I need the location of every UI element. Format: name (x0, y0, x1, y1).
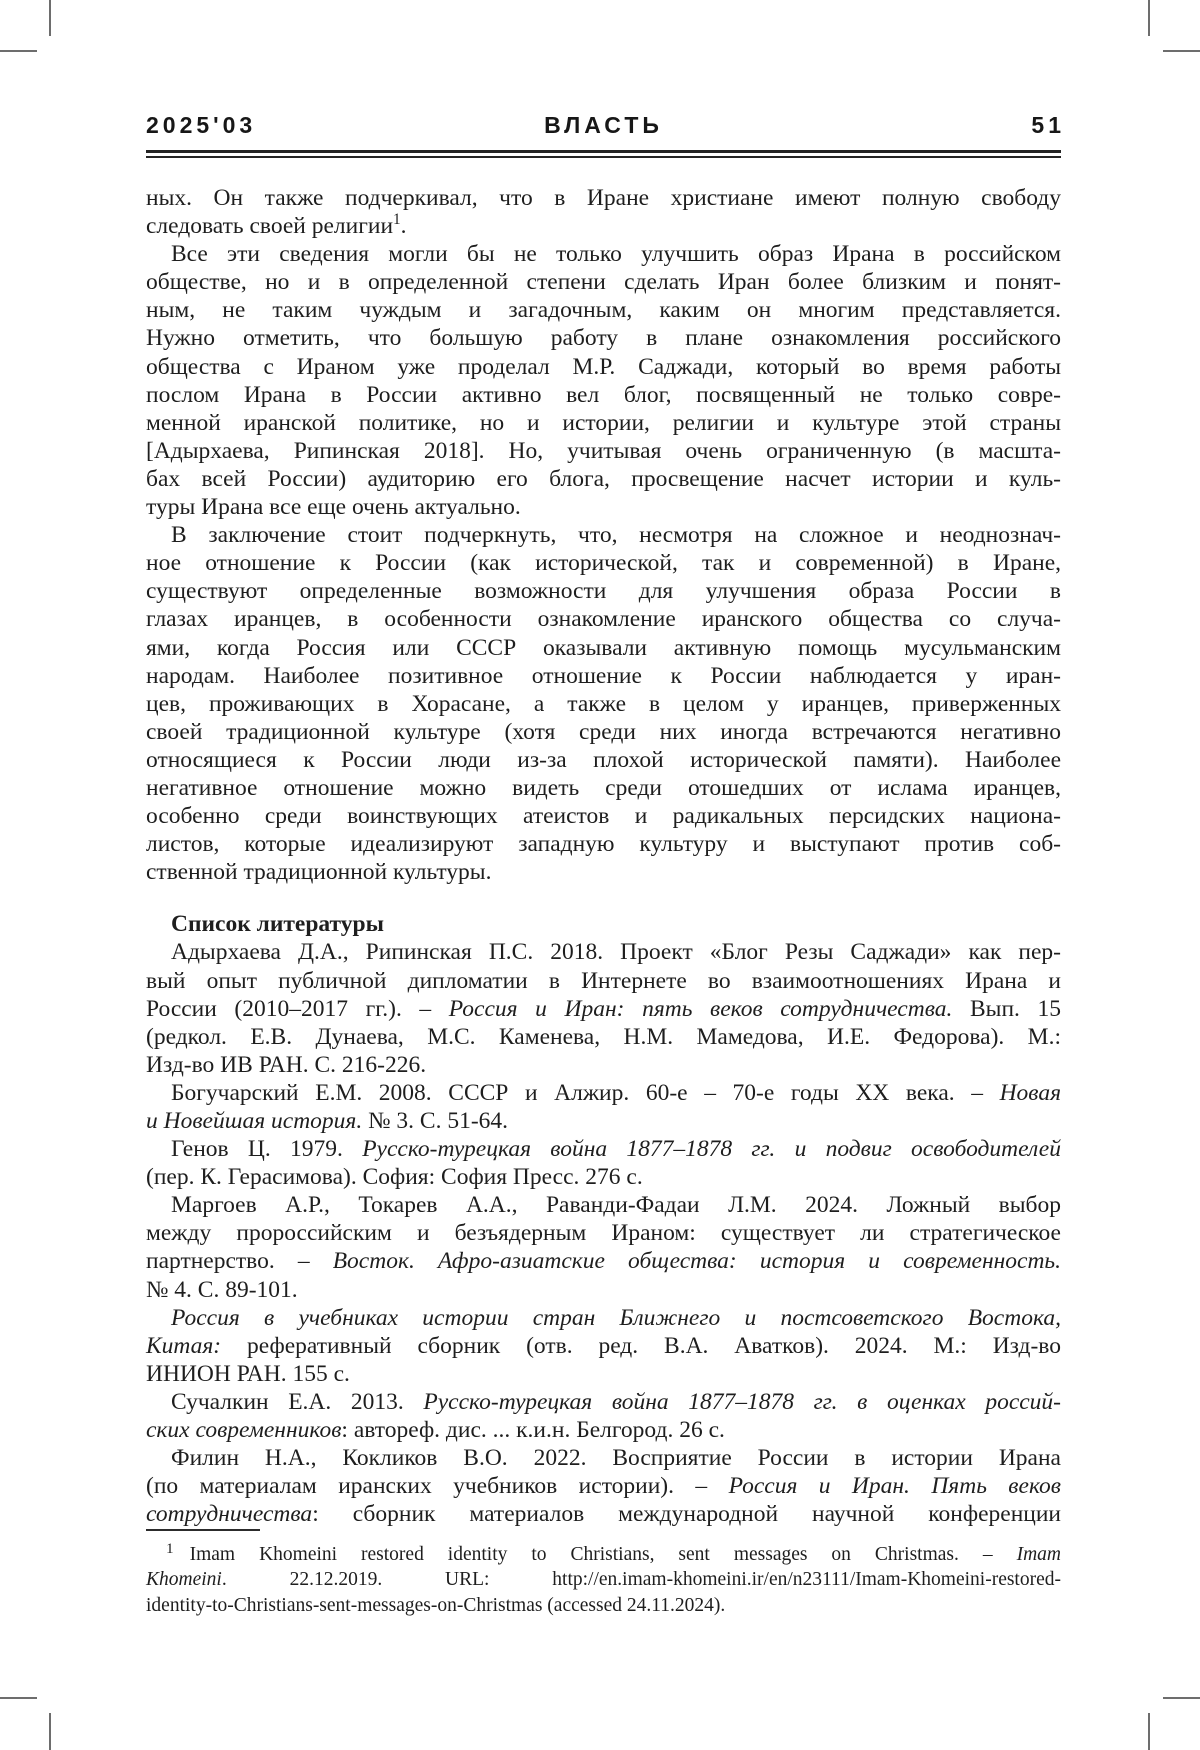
text-line: листов, которые идеализируют западную культуру и выступают против соб- (146, 831, 1061, 858)
crop-mark-top-left-vertical (49, 0, 51, 36)
text-line: следовать своей религии$^1$. (146, 211, 407, 240)
journal-title: ВЛАСТЬ (544, 112, 663, 138)
body-paragraph (146, 240, 1061, 521)
text-line: ное отношение к России (как исторической, так и современной) в Иране, (146, 550, 1061, 577)
text-line: цев, проживающих в Хорасане, а также в целом у иранцев, приверженных (146, 690, 1061, 717)
text-line: существуют определенные возможности для улучшения образа России в (146, 578, 1061, 605)
page-number: 51 (1031, 112, 1065, 138)
text-line: Генов Ц. 1979. Русско-турецкая война 1877–1878 гг. и подвиг освободителей (171, 1136, 1061, 1163)
crop-mark-bottom-right-horizontal (1163, 1697, 1200, 1699)
footnote-separator (146, 1529, 260, 1531)
text-line: послом Ирана в России активно вел блог, посвященный не только совре- (146, 381, 1061, 408)
text-line: бах всей России) аудиторию его блога, просвещение насчет истории и куль- (146, 465, 1061, 492)
text-line: Китая: реферативный сборник (отв. ред. В.А. Аватков). 2024. М.: Изд-во (146, 1332, 1061, 1359)
text-line: глазах иранцев, в особенности ознакомление иранского общества со случа- (146, 606, 1061, 633)
text-line: Khomeini. 22.12.2019. URL: http://en.imam-khomeini.ir/en/n23111/Imam-Khomeini-restored- (146, 1569, 1061, 1591)
text-line: ных. Он также подчеркивал, что в Иране христиане имеют полную свободу (146, 185, 1061, 211)
text-line: ным, не таким чуждым и загадочным, каким он многим представляется. (146, 297, 1061, 324)
text-line: сотрудничества: сборник материалов международной научной конференции (146, 1501, 1061, 1528)
text-line: ями, когда Россия или СССР оказывали активную помощь мусульманским (146, 634, 1061, 661)
text-line: негативное отношение можно видеть среди отошедших от ислама иранцев, (146, 774, 1061, 801)
body-paragraph (146, 184, 1061, 240)
reference-entry (146, 1444, 1061, 1528)
text-line: менной иранской политике, но и истории, религии и культуре этой страны (146, 409, 1061, 436)
text-line: народам. Наиболее позитивное отношение к России наблюдается у иран- (146, 662, 1061, 689)
text-line: Филин Н.А., Кокликов В.О. 2022. Восприятие России в истории Ирана (171, 1445, 1061, 1472)
text-line: (редкол. Е.В. Дунаева, М.С. Каменева, Н.М. Мамедова, И.Е. Федорова). М.: (146, 1023, 1061, 1050)
article-text (146, 184, 1061, 1528)
reference-entry (146, 1079, 1061, 1135)
reference-entry (146, 1388, 1061, 1444)
text-line: Все эти сведения могли бы не только улучшить образ Ирана в российском (171, 241, 1061, 268)
text-line: особенно среди воинствующих атеистов и радикальных персидских национа- (146, 803, 1061, 830)
text-line: Богучарский Е.М. 2008. СССР и Алжир. 60-е – 70-е годы XX века. – Новая (171, 1079, 1061, 1106)
references-heading (146, 910, 1061, 938)
crop-mark-bottom-left-vertical (49, 1713, 51, 1750)
text-line: туры Ирана все еще очень актуально. (146, 494, 521, 521)
text-line: относящиеся к России люди из-за плохой исторической памяти). Наиболее (146, 746, 1061, 773)
crop-mark-top-right-vertical (1148, 0, 1150, 36)
reference-entry (146, 1135, 1061, 1191)
text-line: между пророссийским и безъядерным Ираном: существует ли стратегическое (146, 1220, 1061, 1247)
crop-mark-top-right-horizontal (1163, 50, 1200, 52)
issue-number: 2025'03 (146, 112, 257, 138)
text-line: своей традиционной культуре (хотя среди них иногда встречаются негативно (146, 718, 1061, 745)
text-line: ских современников: автореф. дис. ... к.и.н. Белгород. 26 с. (146, 1417, 725, 1444)
text-line: партнерство. – Восток. Афро-азиатские общества: история и современность. (146, 1248, 1062, 1275)
text-line: В заключение стоит подчеркнуть, что, несмотря на сложное и неоднознач- (171, 522, 1061, 549)
text-line: Список литературы (171, 911, 384, 938)
running-header (146, 112, 1065, 140)
text-line: Россия в учебниках истории стран Ближнего и постсоветского Востока, (171, 1304, 1061, 1331)
text-line: обществе, но и в определенной степени сделать Иран более близким и понят- (146, 269, 1061, 296)
crop-mark-bottom-left-horizontal (0, 1697, 37, 1699)
text-line: (пер. К. Герасимова). София: София Пресс. 276 с. (146, 1164, 643, 1191)
text-line: и Новейшая история. № 3. С. 51-64. (146, 1108, 509, 1134)
text-line: Сучалкин Е.А. 2013. Русско-турецкая война 1877–1878 гг. в оценках россий- (171, 1388, 1062, 1415)
text-line: Изд-во ИВ РАН. С. 216-226. (146, 1051, 427, 1078)
text-line: вый опыт публичной дипломатии в Интернете во взаимоотношениях Ирана и (146, 967, 1061, 994)
text-line: [Адырхаева, Рипинская 2018]. Но, учитывая очень ограниченную (в масшта- (146, 437, 1061, 464)
text-line: Адырхаева Д.А., Рипинская П.С. 2018. Проект «Блог Резы Саджади» как пер- (171, 939, 1061, 966)
text-line: ственной традиционной культуры. (146, 859, 492, 886)
text-line: Маргоев А.Р., Токарев А.А., Раванди-Фадаи Л.М. 2024. Ложный выбор (171, 1192, 1061, 1219)
footnote (146, 1539, 1061, 1618)
text-line: общества с Ираном уже проделал М.Р. Саджади, который во время работы (146, 353, 1061, 380)
text-line: Нужно отметить, что большую работу в плане ознакомления российского (146, 325, 1061, 352)
text-line: $^1$ Imam Khomeini restored identity to Christians, sent messages on Christmas. – Imam (166, 1539, 1061, 1565)
text-line: (по материалам иранских учебников истории). – Россия и Иран. Пять веков (146, 1473, 1061, 1500)
text-line: ИНИОН РАН. 155 с. (146, 1360, 350, 1387)
header-rule (146, 150, 1061, 158)
reference-entry (146, 938, 1061, 1078)
crop-mark-bottom-right-vertical (1148, 1713, 1150, 1750)
reference-entry (146, 1304, 1061, 1388)
body-paragraph (146, 521, 1061, 886)
crop-mark-top-left-horizontal (0, 50, 37, 52)
text-line: № 4. С. 89-101. (146, 1276, 298, 1303)
reference-entry (146, 1191, 1061, 1303)
text-line: identity-to-Christians-sent-messages-on-Christmas (accessed 24.11.2024). (146, 1594, 726, 1616)
text-line: России (2010–2017 гг.). – Россия и Иран: пять веков сотрудничества. Вып. 15 (146, 995, 1061, 1022)
footnote-text (146, 1539, 1061, 1618)
